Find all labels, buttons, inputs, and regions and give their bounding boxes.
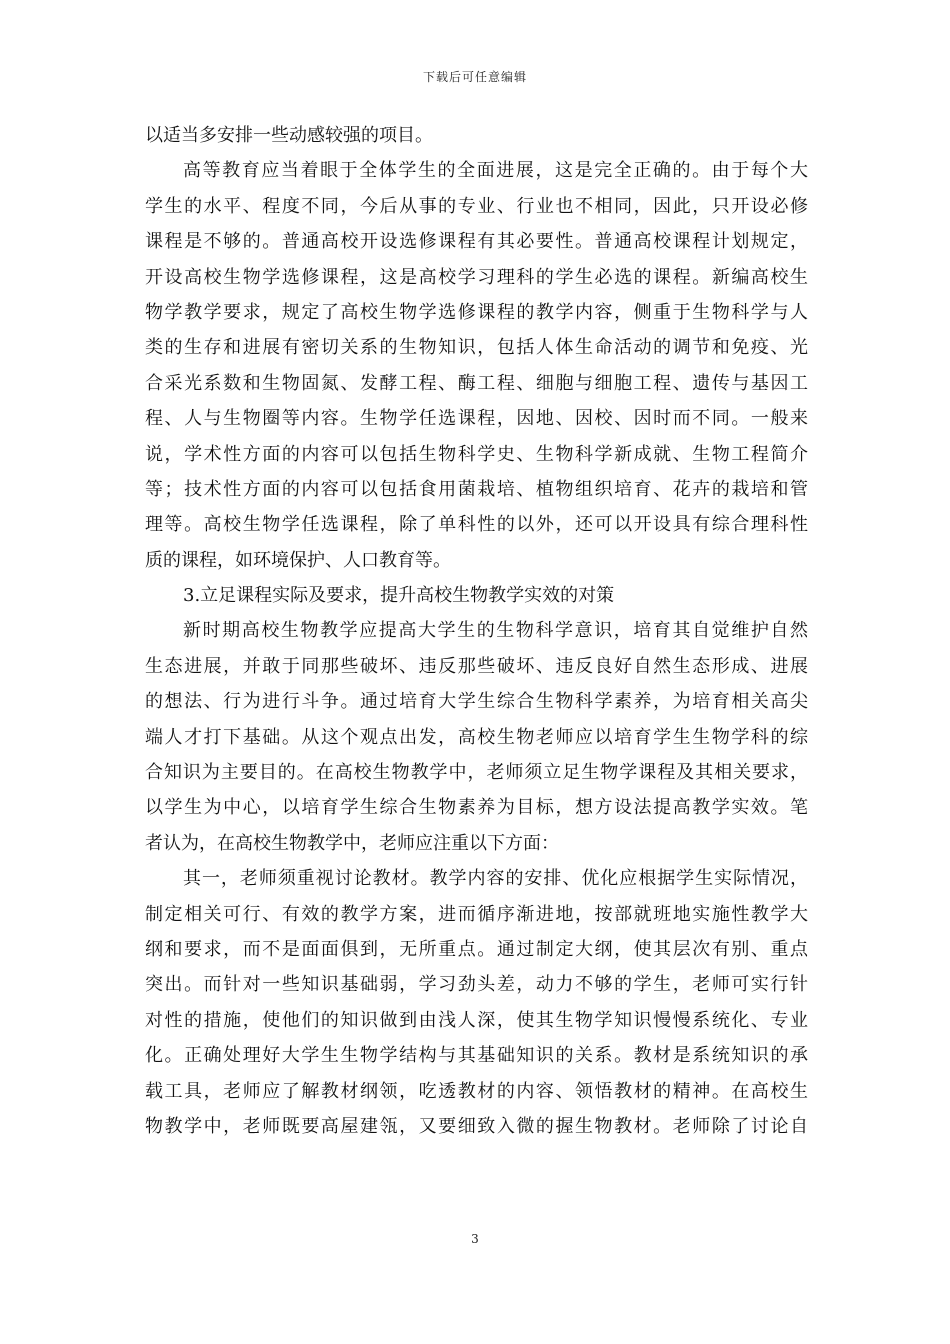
text-line: 纲和要求，而不是面面俱到，无所重点。通过制定大纲，使其层次有别、重点 xyxy=(145,938,808,960)
section-heading: 3.立足课程实际及要求，提升高校生物教学实效的对策 xyxy=(183,585,615,607)
text-line: 类的生存和进展有密切关系的生物知识，包括人体生命活动的调节和免疫、光 xyxy=(145,337,808,359)
text-line: 等；技术性方面的内容可以包括食用菌栽培、植物组织培育、花卉的栽培和管 xyxy=(145,478,808,500)
text-line: 化。正确处理好大学生生物学结构与其基础知识的关系。教材是系统知识的承 xyxy=(145,1045,808,1067)
text-line: 以学生为中心，以培育学生综合生物素养为目标，想方设法提高教学实效。笔 xyxy=(145,797,808,819)
text-line: 物教学中，老师既要高屋建瓴，又要细致入微的握生物教材。老师除了讨论自 xyxy=(145,1115,808,1137)
text-line: 载工具，老师应了解教材纲领，吃透教材的内容、领悟教材的精神。在高校生 xyxy=(145,1080,808,1102)
document-body xyxy=(145,118,808,1144)
text-line: 制定相关可行、有效的教学方案，进而循序渐进地，按部就班地实施性教学大 xyxy=(145,903,808,925)
text-line: 学生的水平、程度不同，今后从事的专业、行业也不相同，因此，只开设必修 xyxy=(145,195,808,217)
text-line: 课程是不够的。普通高校开设选修课程有其必要性。普通高校课程计划规定， xyxy=(145,231,808,253)
text-line: 理等。高校生物学任选课程，除了单科性的以外，还可以开设具有综合理科性 xyxy=(145,514,808,536)
text-line: 程、人与生物圈等内容。生物学任选课程，因地、因校、因时而不同。一般来 xyxy=(145,408,808,430)
text-line: 合采光系数和生物固氮、发酵工程、酶工程、细胞与细胞工程、遗传与基因工 xyxy=(145,372,808,394)
page-header: 下载后可任意编辑 xyxy=(422,70,527,84)
text-line: 端人才打下基础。从这个观点出发，高校生物老师应以培育学生生物学科的综 xyxy=(145,726,808,748)
text-line: 合知识为主要目的。在高校生物教学中，老师须立足生物学课程及其相关要求， xyxy=(145,762,808,784)
text-line: 对性的措施，使他们的知识做到由浅人深，使其生物学知识慢慢系统化、专业 xyxy=(145,1009,808,1031)
text-line: 以适当多安排一些动感较强的项目。 xyxy=(145,125,433,146)
page-number: 3 xyxy=(471,1232,479,1246)
text-line: 物学教学要求，规定了高校生物学选修课程的教学内容，侧重于生物科学与人 xyxy=(145,301,808,323)
text-line: 者认为，在高校生物教学中，老师应注重以下方面： xyxy=(145,832,559,854)
text-line: 说，学术性方面的内容可以包括生物科学史、生物科学新成就、生物工程简介 xyxy=(145,443,808,465)
text-line: 的想法、行为进行斗争。通过培育大学生综合生物科学素养，为培育相关高尖 xyxy=(145,691,808,713)
text-line: 开设高校生物学选修课程，这是高校学习理科的学生必选的课程。新编高校生 xyxy=(145,266,808,288)
text-line: 新时期高校生物教学应提高大学生的生物科学意识，培育其自觉维护自然 xyxy=(183,620,808,642)
text-line: 突出。而针对一些知识基础弱，学习劲头差，动力不够的学生，老师可实行针 xyxy=(145,974,808,996)
text-line: 高等教育应当着眼于全体学生的全面进展，这是完全正确的。由于每个大 xyxy=(183,160,808,182)
text-line: 其一，老师须重视讨论教材。教学内容的安排、优化应根据学生实际情况， xyxy=(183,868,808,890)
text-line: 质的课程，如环境保护、人口教育等。 xyxy=(145,549,451,571)
text-line: 生态进展，并敢于同那些破坏、违反那些破坏、违反良好自然生态形成、进展 xyxy=(145,655,808,677)
